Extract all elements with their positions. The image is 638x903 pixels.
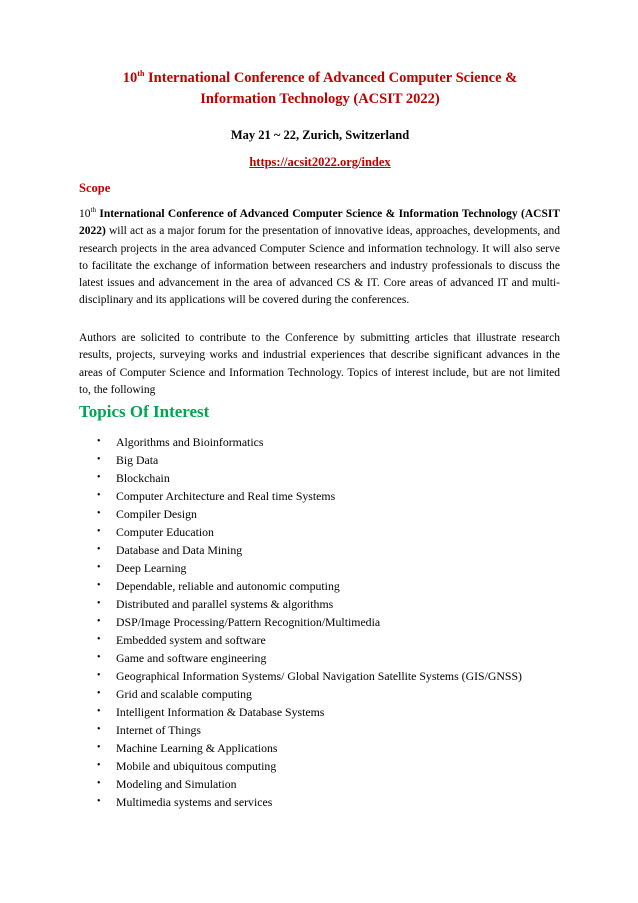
scope-paragraph-2: Authors are solicited to contribute to the Conference by submitting articles that illustrate research results, projects, surveying works and industrial experiences that describe significant advances in the areas of Computer Science and Information Technology. Topics of interest include, but are not limited to, the following xyxy=(79,332,560,396)
bullet-icon: • xyxy=(97,616,101,627)
bullet-icon: • xyxy=(97,724,101,735)
topic-item-label: Machine Learning & Applications xyxy=(116,741,278,755)
topics-list xyxy=(0,433,638,811)
bullet-icon: • xyxy=(97,706,101,717)
topic-item-label: Grid and scalable computing xyxy=(116,687,252,701)
conference-url-link[interactable]: https://acsit2022.org/index xyxy=(249,155,391,169)
topic-item-label: Geographical Information Systems/ Global Navigation Satellite Systems (GIS/GNSS) xyxy=(116,669,522,683)
bullet-icon: • xyxy=(97,670,101,681)
bullet-icon: • xyxy=(97,778,101,789)
bullet-icon: • xyxy=(97,526,101,537)
title-ordinal: 10 xyxy=(122,70,138,86)
topic-item-label: Mobile and ubiquitous computing xyxy=(116,759,277,773)
topic-item-label: Embedded system and software xyxy=(116,633,266,647)
topic-item xyxy=(0,451,638,469)
scope-heading: Scope xyxy=(79,181,111,195)
topic-item xyxy=(0,469,638,487)
topic-item xyxy=(0,433,638,451)
topic-item-label: Compiler Design xyxy=(116,507,197,521)
topic-item xyxy=(0,559,638,577)
title-ordinal-suffix: th xyxy=(137,69,145,78)
bullet-icon: • xyxy=(97,688,101,699)
bullet-icon: • xyxy=(97,580,101,591)
topic-item xyxy=(0,649,638,667)
scope-paragraph-1-text: will act as a major forum for the presentation of innovative ideas, approaches, developments, and research projects in the area advanced Computer Science and information technology. It will also serve to facilitate the exchange of information between researchers and industry professionals to discuss the latest issues and advancement in the area of advanced CS & IT. Core areas of advanced IT and multi-disciplinary and its applications will be covered during the conferences. xyxy=(79,225,560,307)
topic-item-label: Algorithms and Bioinformatics xyxy=(116,435,264,449)
bullet-icon: • xyxy=(97,634,101,645)
bullet-icon: • xyxy=(97,742,101,753)
bullet-icon: • xyxy=(97,454,101,465)
topic-item xyxy=(0,685,638,703)
topic-item-label: Multimedia systems and services xyxy=(116,795,273,809)
scope-conference-name: International Conference of Advanced Computer Science & Information Technology (ACSIT 2022) xyxy=(79,208,560,238)
bullet-icon: • xyxy=(97,544,101,555)
bullet-icon: • xyxy=(97,598,101,609)
scope-paragraph-1 xyxy=(79,206,560,310)
topic-item-label: Blockchain xyxy=(116,471,170,485)
title-line1: International Conference of Advanced Computer Science & xyxy=(144,70,518,86)
topic-item xyxy=(0,577,638,595)
topic-item xyxy=(0,595,638,613)
topic-item xyxy=(0,721,638,739)
topic-item-label: Computer Education xyxy=(116,525,214,539)
topic-item-label: Modeling and Simulation xyxy=(116,777,237,791)
topic-item-label: Game and software engineering xyxy=(116,651,267,665)
bullet-icon: • xyxy=(97,562,101,573)
bullet-icon: • xyxy=(97,796,101,807)
topic-item-label: Internet of Things xyxy=(116,723,201,737)
scope-ordinal-suffix: th xyxy=(90,206,96,214)
topic-item-label: Big Data xyxy=(116,453,159,467)
topic-item-label: Dependable, reliable and autonomic computing xyxy=(116,579,340,593)
bullet-icon: • xyxy=(97,508,101,519)
bullet-icon: • xyxy=(97,760,101,771)
bullet-icon: • xyxy=(97,472,101,483)
topic-item-label: Computer Architecture and Real time Systems xyxy=(116,489,336,503)
scope-ordinal: 10 xyxy=(79,208,91,220)
topic-item xyxy=(0,775,638,793)
topic-item xyxy=(0,523,638,541)
topic-item xyxy=(0,487,638,505)
topic-item xyxy=(0,703,638,721)
topic-item-label: Intelligent Information & Database Systems xyxy=(116,705,325,719)
topic-item-label: Database and Data Mining xyxy=(116,543,243,557)
bullet-icon: • xyxy=(97,436,101,447)
topic-item xyxy=(0,631,638,649)
topic-item xyxy=(0,667,638,685)
title-line2: Information Technology (ACSIT 2022) xyxy=(200,91,440,107)
conference-title xyxy=(80,68,560,110)
topic-item xyxy=(0,757,638,775)
conference-dates-location: May 21 ~ 22, Zurich, Switzerland xyxy=(230,128,410,142)
topic-item xyxy=(0,613,638,631)
topic-item xyxy=(0,793,638,811)
topic-item-label: Deep Learning xyxy=(116,561,187,575)
topic-item-label: DSP/Image Processing/Pattern Recognition/Multimedia xyxy=(116,615,381,629)
bullet-icon: • xyxy=(97,652,101,663)
topic-item-label: Distributed and parallel systems & algorithms xyxy=(116,597,334,611)
topic-item xyxy=(0,541,638,559)
topic-item xyxy=(0,739,638,757)
topic-item xyxy=(0,505,638,523)
bullet-icon: • xyxy=(97,490,101,501)
topics-heading: Topics Of Interest xyxy=(79,402,210,421)
